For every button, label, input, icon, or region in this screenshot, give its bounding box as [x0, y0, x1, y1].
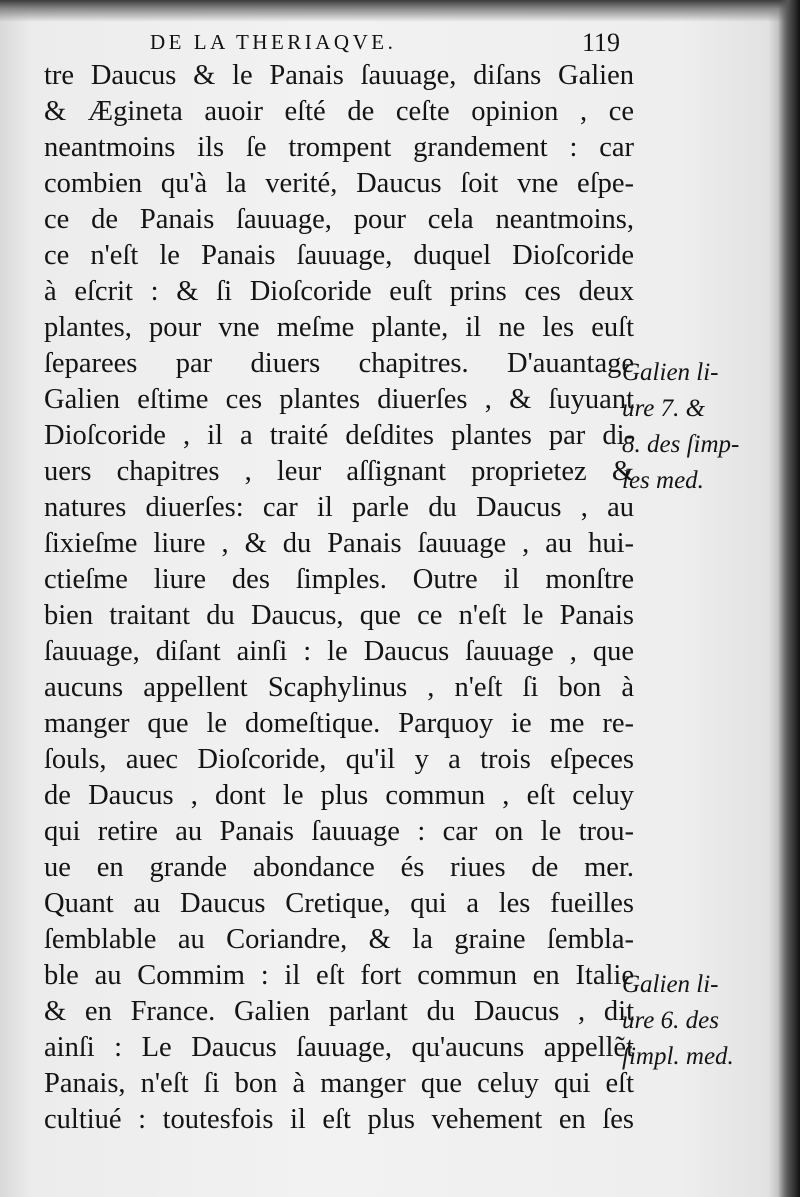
page-top-shadow — [0, 0, 800, 22]
text-line: neantmoins ils ſe trompent grandement : car — [44, 132, 634, 163]
text-line: combien qu'à la verité, Daucus ſoit vne eſpe- — [44, 168, 634, 199]
marginal-note-line: ure 6. des — [622, 1007, 719, 1034]
text-line: aucuns appellent Scaphylinus , n'eſt ſi bon à — [44, 672, 634, 703]
text-line: ſemblable au Coriandre, & la graine ſembla- — [44, 924, 634, 955]
text-line: Panais, n'eſt ſi bon à manger que celuy qui eſt — [44, 1068, 634, 1099]
text-line: ue en grande abondance és riues de mer. — [44, 852, 634, 883]
marginal-note-line: Galien li- — [622, 359, 719, 386]
text-line: tre Daucus & le Panais ſauuage, diſans Galien — [44, 60, 634, 91]
text-line: natures diuerſes: car il parle du Daucus , au — [44, 492, 634, 523]
text-line: ſeparees par diuers chapitres. D'auantage — [44, 348, 634, 379]
page-header — [150, 28, 630, 62]
marginal-note — [622, 967, 790, 1075]
marginal-note-line: ure 7. & — [622, 395, 706, 422]
marginal-note-line: 8. des ſimp- — [622, 431, 740, 458]
text-line: & en France. Galien parlant du Daucus , dit — [44, 996, 634, 1027]
main-text-block — [44, 58, 634, 1138]
marginal-note-line: ſimpl. med. — [622, 1043, 734, 1070]
text-line: uers chapitres , leur aſſignant proprietez & — [44, 456, 634, 487]
text-line: ce n'eſt le Panais ſauuage, duquel Dioſcoride — [44, 240, 634, 271]
page-number: 119 — [581, 28, 620, 57]
text-line: ble au Commim : il eſt fort commun en Italie — [44, 960, 634, 991]
marginal-note-line: Galien li- — [622, 971, 719, 998]
text-line: ſixieſme liure , & du Panais ſauuage , au hui- — [44, 528, 634, 559]
text-line: & Ægineta auoir eſté de ceſte opinion , ce — [44, 96, 634, 127]
text-line: plantes, pour vne meſme plante, il ne les euſt — [44, 312, 634, 343]
text-line: Dioſcoride , il a traité deſdites plantes par di- — [44, 420, 634, 451]
text-line: qui retire au Panais ſauuage : car on le trou- — [44, 816, 634, 847]
marginal-note — [622, 355, 790, 499]
text-line: ſouls, auec Dioſcoride, qu'il y a trois eſpeces — [44, 744, 634, 775]
text-line: bien traitant du Daucus, que ce n'eſt le Panais — [44, 600, 634, 631]
text-line: ctieſme liure des ſimples. Outre il monſtre — [44, 564, 634, 595]
marginal-note-line: les med. — [622, 467, 704, 494]
text-line: ce de Panais ſauuage, pour cela neantmoins, — [44, 204, 634, 235]
text-line: Quant au Daucus Cretique, qui a les fueilles — [44, 888, 634, 919]
text-line: cultiué : toutesfois il eſt plus vehement en ſes — [44, 1104, 634, 1135]
text-line: à eſcrit : & ſi Dioſcoride euſt prins ces deux — [44, 276, 634, 307]
text-line: ſauuage, diſant ainſi : le Daucus ſauuage , que — [44, 636, 634, 667]
text-line: Galien eſtime ces plantes diuerſes , & ſuyuant — [44, 384, 634, 415]
text-line: de Daucus , dont le plus commun , eſt celuy — [44, 780, 634, 811]
text-line: manger que le domeſtique. Parquoy ie me re- — [44, 708, 634, 739]
running-head: DE LA THERIAQVE. — [150, 30, 397, 54]
text-line: ainſi : Le Daucus ſauuage, qu'aucuns appellẽt — [44, 1032, 634, 1063]
